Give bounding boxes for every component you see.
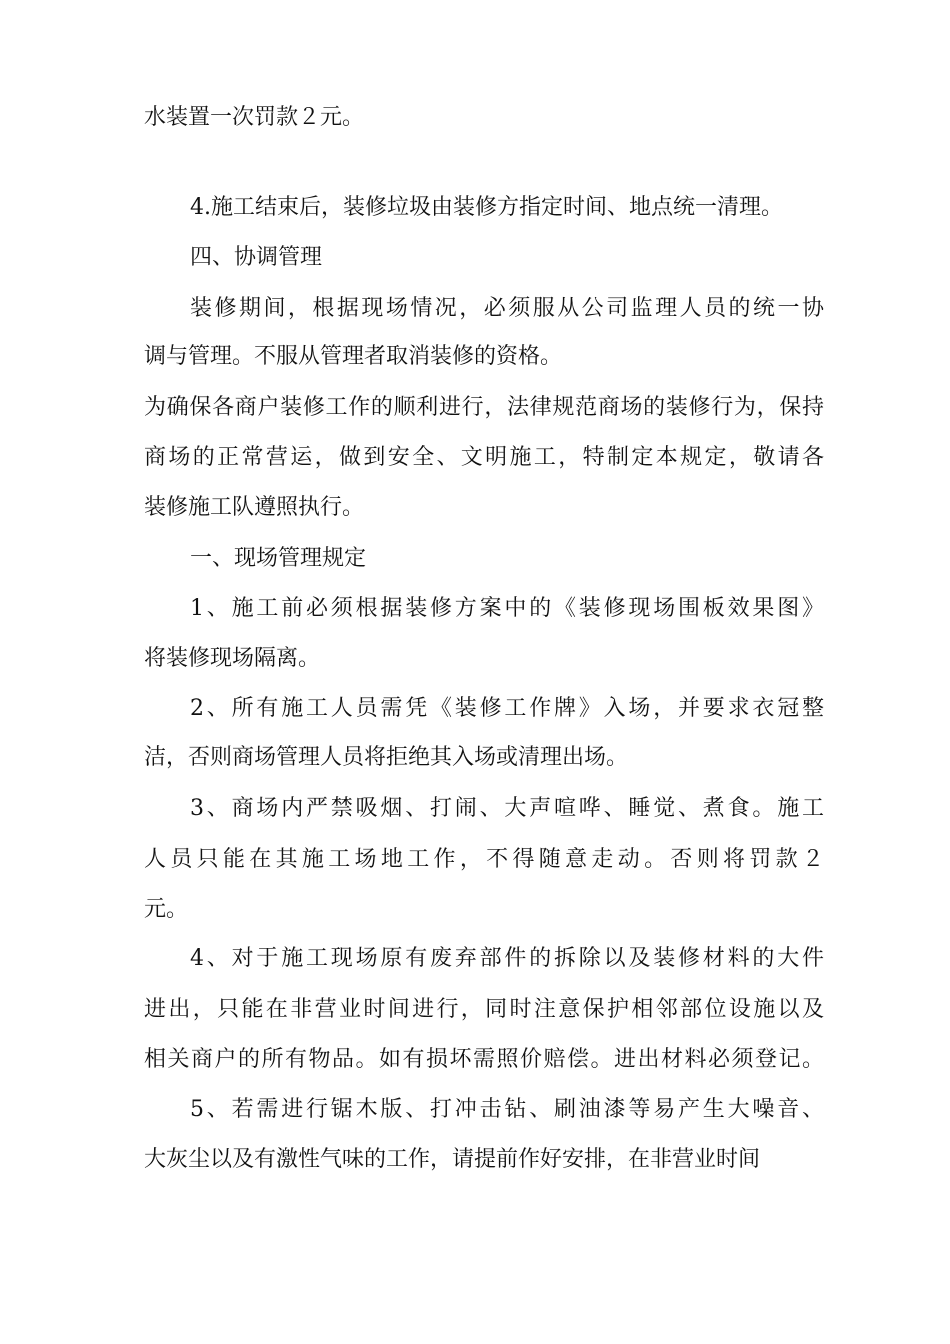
text-line: 人员只能在其施工场地工作，不得随意走动。否则将罚款２: [144, 847, 824, 872]
text-line: 装修期间，根据现场情况，必须服从公司监理人员的统一协: [190, 296, 824, 321]
text-line: 进出，只能在非营业时间进行，同时注意保护相邻部位设施以及: [144, 997, 824, 1022]
text-line: 4、对于施工现场原有废弃部件的拆除以及装修材料的大件: [190, 946, 824, 971]
text-line: 水装置一次罚款２元。: [144, 105, 365, 130]
text-line: 元。: [144, 897, 189, 922]
section-heading: 一、现场管理规定: [190, 546, 367, 571]
text-line: 5、若需进行锯木版、打冲击钻、刷油漆等易产生大噪音、: [190, 1097, 824, 1122]
text-line: 3、商场内严禁吸烟、打闹、大声喧哗、睡觉、煮食。施工: [190, 796, 824, 821]
text-line: 装修施工队遵照执行。: [144, 495, 365, 520]
section-heading: 四、协调管理: [190, 245, 323, 270]
text-line: 2、所有施工人员需凭《装修工作牌》入场，并要求衣冠整: [190, 696, 824, 721]
text-line: 大灰尘以及有激性气味的工作，请提前作好安排，在非营业时间: [144, 1147, 761, 1172]
text-line: 调与管理。不服从管理者取消装修的资格。: [144, 344, 563, 369]
text-line: 商场的正常营运，做到安全、文明施工，特制定本规定，敬请各: [144, 445, 824, 470]
text-line: 1、施工前必须根据装修方案中的《装修现场围板效果图》: [190, 596, 824, 621]
text-line: 相关商户的所有物品。如有损坏需照价赔偿。进出材料必须登记。: [144, 1047, 824, 1072]
text-line: 为确保各商户装修工作的顺利进行，法律规范商场的装修行为，保持: [144, 395, 824, 420]
text-line: 4.施工结束后，装修垃圾由装修方指定时间、地点统一清理。: [190, 195, 783, 220]
text-line: 洁，否则商场管理人员将拒绝其入场或清理出场。: [144, 745, 629, 770]
text-line: 将装修现场隔离。: [144, 646, 321, 671]
